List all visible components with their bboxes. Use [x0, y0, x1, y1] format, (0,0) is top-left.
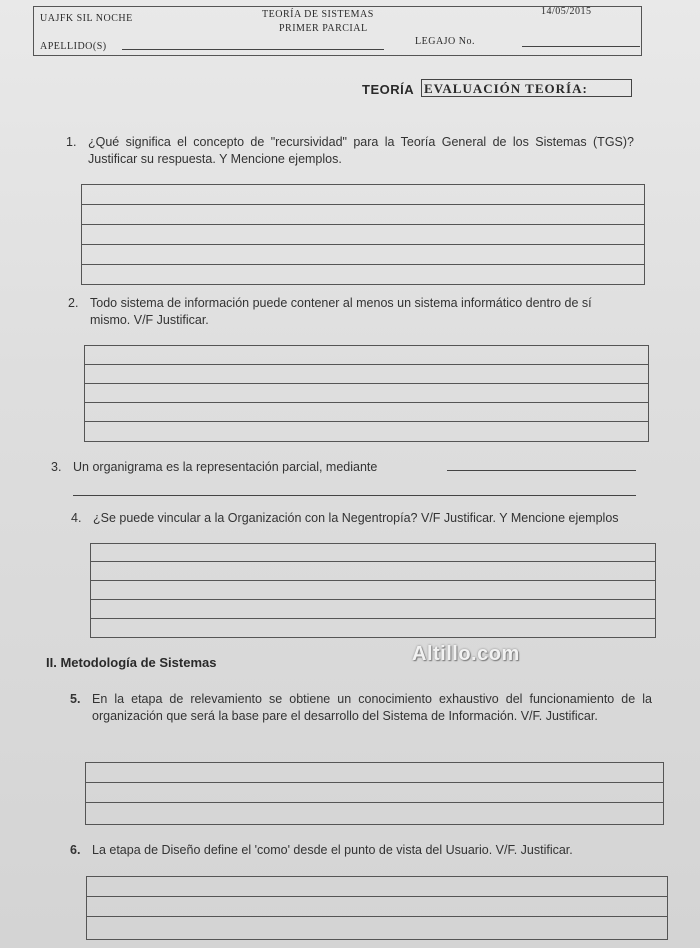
- answer-line[interactable]: [91, 544, 655, 562]
- answer-line[interactable]: [87, 897, 667, 917]
- question-text: ¿Qué significa el concepto de "recursividad" para la Teoría General de los Sistemas (TGS)? Justificar su respuesta. Y Mencione ejemplos.: [88, 135, 634, 166]
- school-name: UAJFK SIL NOCHE: [40, 13, 133, 24]
- question-number: 3.: [51, 460, 62, 474]
- question-6: [70, 842, 658, 859]
- exam-name: PRIMER PARCIAL: [279, 23, 368, 34]
- answer-line[interactable]: [91, 600, 655, 619]
- answer-line[interactable]: [87, 877, 667, 897]
- question-5: [70, 691, 652, 725]
- question-text: La etapa de Diseño define el 'como' desde el punto de vista del Usuario. V/F. Justificar.: [92, 843, 573, 857]
- section-title-metodologia: II. Metodología de Sistemas: [46, 655, 217, 670]
- watermark-text: Altillo.com: [412, 643, 520, 665]
- question-text: En la etapa de relevamiento se obtiene un conocimiento exhaustivo del funcionamiento de la organización que será la base pare el desarrollo del Sistema de Información. V/F. Justificar.: [92, 692, 652, 723]
- exam-date: 14/05/2015: [541, 6, 592, 17]
- answer-box-1[interactable]: [81, 184, 645, 285]
- question-4: [71, 510, 633, 527]
- question-number: 2.: [68, 296, 79, 310]
- question-2: [68, 295, 630, 329]
- exam-header: [33, 6, 642, 56]
- answer-line[interactable]: [91, 581, 655, 600]
- question-text: Todo sistema de información puede contener al menos un sistema informático dentro de sí mismo. V/F Justificar.: [90, 296, 592, 327]
- question-text: Un organigrama es la representación parcial, mediante: [73, 460, 378, 474]
- answer-box-4[interactable]: [90, 543, 656, 638]
- fill-in-line[interactable]: [73, 495, 636, 496]
- answer-box-2[interactable]: [84, 345, 649, 442]
- evaluation-box: EVALUACIÓN TEORÍA:: [421, 79, 632, 97]
- question-number: 4.: [71, 511, 82, 525]
- answer-line[interactable]: [85, 384, 648, 403]
- answer-line[interactable]: [85, 346, 648, 365]
- answer-box-5[interactable]: [85, 762, 664, 825]
- answer-line[interactable]: [86, 783, 663, 803]
- legajo-line[interactable]: [522, 46, 640, 47]
- answer-line[interactable]: [82, 245, 644, 265]
- answer-line[interactable]: [82, 265, 644, 284]
- answer-line[interactable]: [85, 365, 648, 384]
- apellido-line[interactable]: [122, 49, 384, 50]
- section-title-teoria: TEORÍA: [362, 82, 415, 97]
- question-1: [66, 134, 634, 168]
- question-number: 1.: [66, 135, 77, 149]
- answer-line[interactable]: [86, 763, 663, 783]
- answer-line[interactable]: [85, 403, 648, 422]
- answer-line[interactable]: [91, 562, 655, 581]
- apellido-label: APELLIDO(S): [40, 41, 107, 52]
- question-text: ¿Se puede vincular a la Organización con la Negentropía? V/F Justificar. Y Mencione ejemplos: [93, 511, 619, 525]
- answer-line[interactable]: [82, 185, 644, 205]
- answer-line[interactable]: [91, 619, 655, 637]
- question-number: 6.: [70, 843, 81, 857]
- answer-line[interactable]: [86, 803, 663, 822]
- answer-line[interactable]: [87, 917, 667, 937]
- question-number: 5.: [70, 692, 81, 706]
- answer-line[interactable]: [85, 422, 648, 441]
- subject-name: TEORÍA DE SISTEMAS: [262, 9, 374, 20]
- fill-in-line[interactable]: [447, 470, 636, 471]
- answer-line[interactable]: [82, 205, 644, 225]
- question-3: [51, 459, 453, 476]
- legajo-label: LEGAJO No.: [415, 36, 475, 47]
- answer-line[interactable]: [82, 225, 644, 245]
- answer-box-6[interactable]: [86, 876, 668, 940]
